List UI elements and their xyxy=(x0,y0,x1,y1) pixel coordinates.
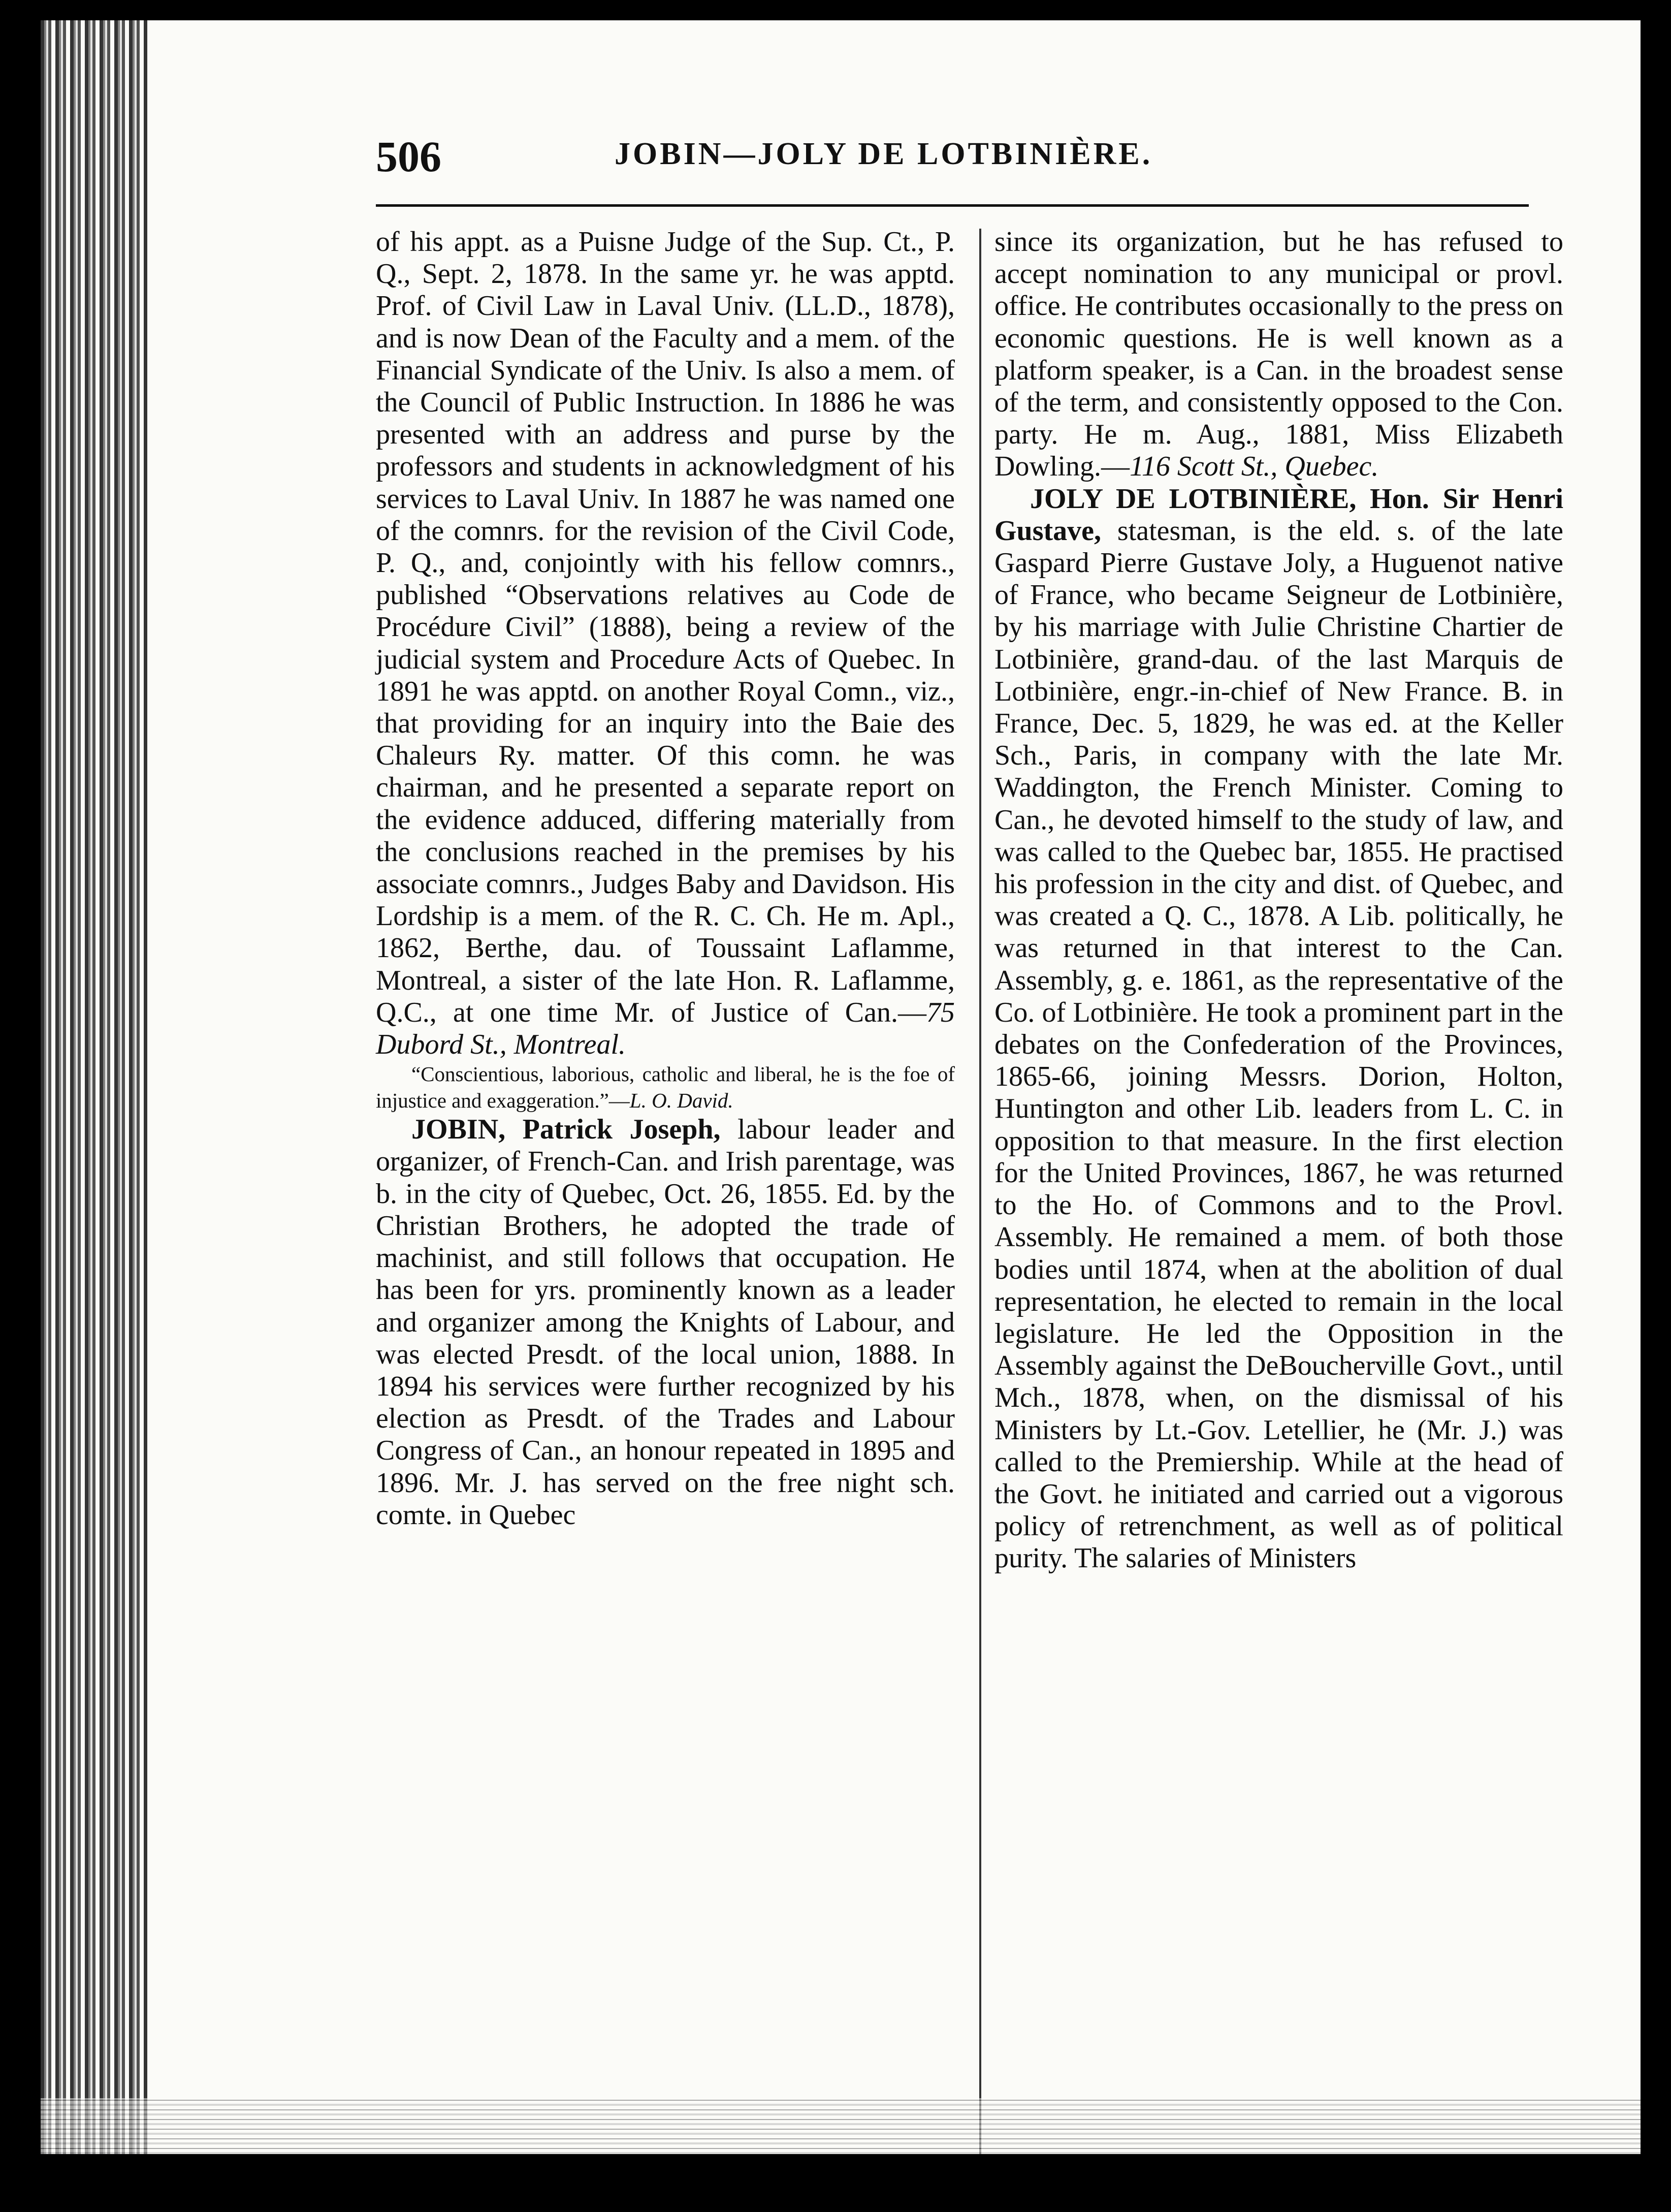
entry-joly-de-lotbiniere xyxy=(994,483,1563,1575)
quote-text: “Conscientious, laborious, catholic and liberal, he is the foe of injustice and exaggeration.”— xyxy=(376,1062,955,1113)
testimonial-quote xyxy=(376,1061,955,1114)
entry-text: statesman, is the eld. s. of the late Gaspard Pierre Gustave Joly, a Huguenot native of France, who became Seigneur de Lotbinière, by his marriage with Julie Christine Chartier de Lotbinière, grand-dau. of the last Marquis de Lotbinière, engr.-in-chief of New France. B. in France, Dec. 5, 1829, he was ed. at the Keller Sch., Paris, in company with the late Mr. Waddington, the French Minister. Coming to Can., he devoted himself to the study of law, and was called to the Quebec bar, 1855. He practised his profession in the city and dist. of Quebec, and was created a Q. C., 1878. A Lib. politically, he was returned in that interest to the Can. Assembly, g. e. 1861, as the representative of the Co. of Lotbinière. He took a prominent part in the debates on the Confederation of the Provinces, 1865-66, joining Messrs. Dorion, Holton, Huntington and other Lib. leaders from L. C. in opposition to that measure. In the first election for the United Provinces, 1867, he was returned to the Ho. of Commons and to the Provl. Assembly. He remained a mem. of both those bodies until 1874, when at the abolition of dual representation, he elected to remain in the local legislature. He led the Opposition in the Assembly against the DeBoucherville Govt., until Mch., 1878, when, on the dismissal of his Ministers by Lt.-Gov. Letellier, he (Mr. J.) was called to the Premiership. While at the head of the Govt. he initiated and carried out a vigorous policy of retrenchment, as well as of political purity. The salaries of Ministers xyxy=(994,515,1563,1574)
entry-continuation xyxy=(376,226,955,1061)
running-head: JOBIN—JOLY DE LOTBINIÈRE. xyxy=(615,137,1153,171)
right-column xyxy=(994,226,1563,1575)
left-column xyxy=(376,226,955,1531)
quote-author: L. O. David. xyxy=(629,1089,733,1113)
entry-heading: JOLY DE LOTBINIÈRE, Hon. Sir Henri Gustave, xyxy=(994,483,1563,547)
entry-continuation xyxy=(994,226,1563,483)
scan-noise-bottom xyxy=(41,2098,1641,2154)
entry-address: 116 Scott St., Quebec. xyxy=(1130,451,1379,483)
page-number: 506 xyxy=(376,132,441,181)
header-rule xyxy=(376,204,1529,207)
entry-heading: JOBIN, Patrick Joseph, xyxy=(411,1114,721,1146)
scanned-page xyxy=(41,20,1641,2154)
binding-shadow xyxy=(41,20,147,2154)
entry-text: since its organization, but he has refused to accept nomination to any municipal or provl. office. He contributes occasionally to the press on economic questions. He is well known as a platform speaker, is a Can. in the broadest sense of the term, and consistently opposed to the Con. party. He m. Aug., 1881, Miss Elizabeth Dowling.— xyxy=(994,226,1563,483)
entry-text: of his appt. as a Puisne Judge of the Sup. Ct., P. Q., Sept. 2, 1878. In the same yr. he was apptd. Prof. of Civil Law in Laval Univ. (LL.D., 1878), and is now Dean of the Faculty and a mem. of the Financial Syndicate of the Univ. Is also a mem. of the Council of Public Instruction. In 1886 he was presented with an address and purse by the professors and students in acknowledgment of his services to Laval Univ. In 1887 he was named one of the comnrs. for the revision of the Civil Code, P. Q., and, conjointly with his fellow comnrs., published “Observations relatives au Code de Procédure Civil” (1888), being a review of the judicial system and Procedure Acts of Quebec. In 1891 he was apptd. on another Royal Comn., viz., that providing for an inquiry into the Baie des Chaleurs Ry. matter. Of this comn. he was chairman, and he presented a separate report on the evidence adduced, differing materially from the conclusions reached in the premises by his associate comnrs., Judges Baby and Davidson. His Lordship is a mem. of the R. C. Ch. He m. Apl., 1862, Berthe, dau. of Toussaint Laflamme, Montreal, a sister of the late Hon. R. Laflamme, Q.C., at one time Mr. of Justice of Can.— xyxy=(376,226,955,1028)
page-header xyxy=(376,131,1529,192)
entry-jobin xyxy=(376,1114,955,1531)
column-divider xyxy=(979,229,981,2154)
entry-address: 75 Dubord St., Montreal. xyxy=(376,996,955,1061)
entry-text: labour leader and organizer, of French-Can. and Irish parentage, was b. in the city of Quebec, Oct. 26, 1855. Ed. by the Christian Brothers, he adopted the trade of machinist, and still follows that occupation. He has been for yrs. prominently known as a leader and organizer among the Knights of Labour, and was elected Presdt. of the local union, 1888. In 1894 his services were further recognized by his election as Presdt. of the Trades and Labour Congress of Can., an honour repeated in 1895 and 1896. Mr. J. has served on the free night sch. comte. in Quebec xyxy=(376,1114,955,1531)
